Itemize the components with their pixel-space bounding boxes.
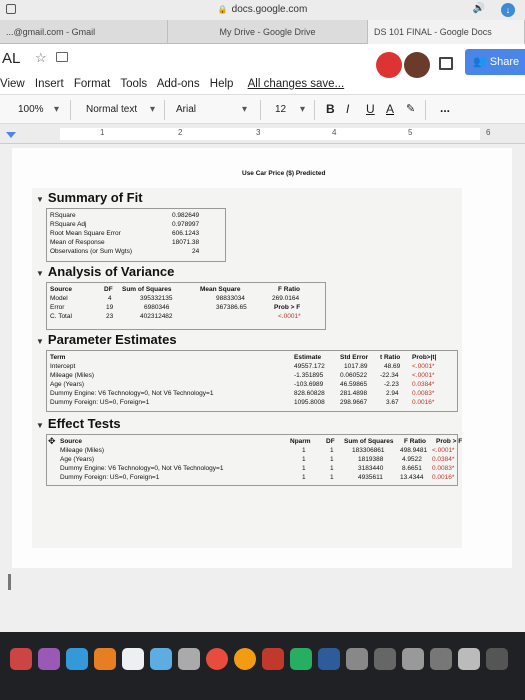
summary-value: 0.978997: [172, 221, 200, 228]
menu-format[interactable]: Format: [73, 78, 111, 90]
jmp-report: [32, 188, 462, 548]
param-cell: Dummy Engine: V6 Technology=0, Not V6 Technology=1: [50, 390, 214, 397]
zoom-select[interactable]: 100%: [18, 104, 44, 115]
anova-cell: <.0001*: [278, 313, 301, 320]
effects-cell: 498.9481: [400, 447, 428, 454]
menu-view[interactable]: View: [0, 78, 25, 90]
url-text: docs.google.com: [231, 4, 308, 15]
app-icon[interactable]: [94, 648, 116, 670]
anova-cell: 269.0164: [272, 295, 300, 302]
param-cell: Dummy Foreign: US=0, Foreign=1: [50, 399, 150, 406]
app-icon[interactable]: [10, 648, 32, 670]
summary-label: RSquare Adj: [50, 221, 87, 228]
tab-label: ...@gmail.com - Gmail: [6, 27, 96, 37]
comment-icon[interactable]: [439, 57, 453, 70]
effects-cell: 1: [330, 474, 334, 481]
app-icon[interactable]: [150, 648, 172, 670]
param-cell: 3.67: [386, 399, 399, 406]
effects-cell: 8.6651: [402, 465, 422, 472]
param-cell: <.0001*: [412, 363, 435, 370]
ruler-mark: 6: [486, 128, 491, 137]
param-cell: -2.23: [384, 381, 399, 388]
ruler-mark: 4: [332, 128, 337, 137]
effects-header: F Ratio: [404, 438, 427, 445]
more-button[interactable]: ...: [440, 101, 451, 115]
app-icon[interactable]: [374, 648, 396, 670]
effects-header: DF: [326, 438, 335, 445]
param-cell: 49557.172: [294, 363, 325, 370]
sound-icon: 🔊: [472, 3, 485, 14]
bold-button[interactable]: B: [326, 102, 335, 116]
effects-cell: Dummy Foreign: US=0, Foreign=1: [60, 474, 160, 481]
anova-cell: Error: [50, 304, 65, 311]
app-icon[interactable]: [318, 648, 340, 670]
section-title: Effect Tests: [47, 416, 121, 431]
param-cell: 2.94: [386, 390, 399, 397]
param-cell: 0.060522: [340, 372, 368, 379]
effects-cell: 1: [302, 474, 306, 481]
effects-header: Sum of Squares: [344, 438, 394, 445]
highlight-icon[interactable]: ✎: [406, 103, 416, 115]
menu-bar: [0, 78, 351, 90]
app-icon[interactable]: [346, 648, 368, 670]
parameter-estimates-heading[interactable]: [36, 332, 177, 347]
indent-marker-icon[interactable]: [6, 132, 16, 138]
avatar[interactable]: [404, 52, 430, 78]
anova-cell: 98833034: [216, 295, 245, 302]
app-icon[interactable]: [38, 648, 60, 670]
app-icon[interactable]: [178, 648, 200, 670]
disclosure-triangle-icon: ▼: [36, 421, 44, 430]
address-bar[interactable]: [0, 4, 525, 15]
effects-cell: 3183440: [358, 465, 384, 472]
param-cell: Mileage (Miles): [50, 372, 95, 379]
anova-cell: Model: [50, 295, 68, 302]
anova-header: DF: [104, 286, 113, 293]
document-canvas: [0, 144, 525, 632]
effects-cell: Dummy Engine: V6 Technology=0, Not V6 Technology=1: [60, 465, 224, 472]
share-label: Share: [489, 56, 520, 68]
summary-of-fit-heading[interactable]: [36, 190, 143, 205]
chevron-down-icon[interactable]: ▾: [300, 104, 306, 115]
param-cell: 1017.89: [344, 363, 368, 370]
effect-tests-heading[interactable]: [36, 416, 121, 431]
param-header: Std Error: [340, 354, 369, 361]
summary-label: RSquare: [50, 212, 76, 219]
underline-button[interactable]: U: [366, 102, 375, 116]
effects-cell: 1: [302, 456, 306, 463]
chevron-down-icon[interactable]: ▾: [150, 104, 156, 115]
summary-value: 24: [192, 248, 200, 255]
effects-cell: 4.9522: [402, 456, 422, 463]
app-icon[interactable]: [206, 648, 228, 670]
anova-cell: 23: [106, 313, 114, 320]
format-toolbar: [0, 94, 525, 124]
app-icon[interactable]: [402, 648, 424, 670]
chevron-down-icon[interactable]: ▾: [242, 104, 248, 115]
summary-value: 0.982649: [172, 212, 200, 219]
font-select[interactable]: Arial: [176, 104, 197, 115]
param-header: Estimate: [294, 354, 322, 361]
divider: [164, 100, 165, 120]
app-icon[interactable]: [234, 648, 256, 670]
effects-cell: 0.0384*: [432, 456, 455, 463]
param-cell: <.0001*: [412, 372, 435, 379]
param-cell: 0.0083*: [412, 390, 435, 397]
effects-header: Source: [60, 438, 83, 445]
ruler-mark: 2: [178, 128, 183, 137]
divider: [70, 100, 71, 120]
move-icon[interactable]: ✥: [48, 436, 56, 446]
trash-icon[interactable]: [486, 648, 508, 670]
param-cell: Age (Years): [50, 381, 85, 388]
tab-gmail[interactable]: [0, 20, 168, 44]
effects-cell: 1: [330, 465, 334, 472]
anova-cell: 402312482: [140, 313, 173, 320]
effects-cell: 1: [330, 456, 334, 463]
anova-header: F Ratio: [278, 286, 301, 293]
document-title[interactable]: AL: [2, 50, 21, 67]
ruler-track: [60, 128, 480, 140]
effects-cell: 1: [302, 465, 306, 472]
divider: [260, 100, 261, 120]
chevron-down-icon[interactable]: ▾: [54, 104, 60, 115]
effects-cell: 183306861: [352, 447, 385, 454]
report-title: Use Car Price ($) Predicted: [242, 170, 326, 177]
document-page[interactable]: [12, 148, 512, 568]
tab-label: DS 101 FINAL - Google Docs: [374, 27, 492, 37]
anova-cell: 395332135: [140, 295, 173, 302]
divider: [314, 100, 315, 120]
param-cell: -103.6989: [294, 381, 324, 388]
param-cell: -1.351895: [294, 372, 324, 379]
param-cell: 48.69: [384, 363, 401, 370]
disclosure-triangle-icon: ▼: [36, 337, 44, 346]
param-header: Prob>|t|: [412, 354, 437, 361]
summary-value: 606.1243: [172, 230, 200, 237]
lock-icon: 🔒: [217, 5, 228, 14]
param-header: Term: [50, 354, 66, 361]
scrollbar[interactable]: [8, 574, 11, 590]
effects-cell: 4935611: [358, 474, 383, 481]
anova-header: Sum of Squares: [122, 286, 172, 293]
effects-header: Nparm: [290, 438, 311, 445]
param-cell: -22.34: [380, 372, 399, 379]
anova-cell: 6980346: [144, 304, 170, 311]
summary-label: Root Mean Square Error: [50, 230, 121, 237]
ruler-mark: 1: [100, 128, 105, 137]
param-cell: Intercept: [50, 363, 76, 370]
tab-drive[interactable]: [168, 20, 368, 44]
anova-header: Mean Square: [200, 286, 241, 293]
save-status[interactable]: All changes save...: [247, 78, 345, 90]
text-color-button[interactable]: A: [386, 102, 395, 116]
param-cell: 298.9667: [340, 399, 368, 406]
section-title: Summary of Fit: [47, 190, 143, 205]
tab-label: My Drive - Google Drive: [219, 27, 316, 37]
effects-cell: 13.4344: [400, 474, 424, 481]
analysis-of-variance-heading[interactable]: [36, 264, 174, 279]
app-icon[interactable]: [290, 648, 312, 670]
summary-label: Observations (or Sum Wgts): [50, 248, 132, 255]
summary-label: Mean of Response: [50, 239, 105, 246]
menu-insert[interactable]: Insert: [34, 78, 64, 90]
menu-tools[interactable]: Tools: [120, 78, 148, 90]
italic-button[interactable]: I: [346, 102, 350, 116]
docs-header: [0, 44, 525, 94]
effects-cell: Age (Years): [60, 456, 95, 463]
tab-strip: [0, 20, 525, 44]
app-icon[interactable]: [430, 648, 452, 670]
browser-top-bar: [0, 0, 525, 20]
disclosure-triangle-icon: ▼: [36, 195, 44, 204]
dock: [0, 632, 525, 700]
param-cell: 0.0384*: [412, 381, 435, 388]
download-icon[interactable]: ↓: [501, 3, 515, 17]
app-icon[interactable]: [458, 648, 480, 670]
effects-cell: <.0001*: [432, 447, 455, 454]
star-icon[interactable]: ☆: [35, 50, 47, 65]
param-cell: 828.60828: [294, 390, 325, 397]
anova-cell: Prob > F: [274, 304, 301, 311]
param-cell: 0.0016*: [412, 399, 435, 406]
app-icon[interactable]: [122, 648, 144, 670]
disclosure-triangle-icon: ▼: [36, 269, 44, 278]
param-header: t Ratio: [380, 354, 401, 361]
ruler-mark: 5: [408, 128, 413, 137]
effects-cell: 1819388: [358, 456, 384, 463]
font-size-select[interactable]: 12: [275, 104, 287, 115]
section-title: Parameter Estimates: [47, 332, 177, 347]
effects-header: Prob > F: [436, 438, 463, 445]
ruler-mark: 3: [256, 128, 261, 137]
effects-cell: Mileage (Miles): [60, 447, 105, 454]
param-cell: 281.4898: [340, 390, 368, 397]
ruler: [0, 124, 525, 144]
anova-cell: 19: [106, 304, 114, 311]
menu-addons[interactable]: Add-ons: [156, 78, 200, 90]
divider: [425, 100, 426, 120]
effects-cell: 0.0016*: [432, 474, 455, 481]
section-title: Analysis of Variance: [47, 264, 175, 279]
effects-cell: 0.0083*: [432, 465, 455, 472]
anova-cell: 367386.65: [216, 304, 247, 311]
style-select[interactable]: Normal text: [86, 104, 138, 115]
avatar[interactable]: [376, 52, 402, 78]
anova-cell: C. Total: [50, 313, 72, 320]
param-cell: 1095.8008: [294, 399, 325, 406]
param-cell: 46.59865: [340, 381, 368, 388]
anova-header: Source: [50, 286, 73, 293]
people-icon: 👥: [473, 56, 490, 68]
effects-cell: 1: [302, 447, 306, 454]
folder-icon[interactable]: [56, 52, 68, 62]
effects-cell: 1: [330, 447, 334, 454]
menu-help[interactable]: Help: [209, 78, 234, 90]
app-icon[interactable]: [66, 648, 88, 670]
anova-cell: 4: [108, 295, 112, 302]
summary-value: 18071.38: [172, 239, 200, 246]
tab-docs[interactable]: [368, 20, 525, 44]
share-button[interactable]: [465, 49, 525, 75]
app-icon[interactable]: [262, 648, 284, 670]
